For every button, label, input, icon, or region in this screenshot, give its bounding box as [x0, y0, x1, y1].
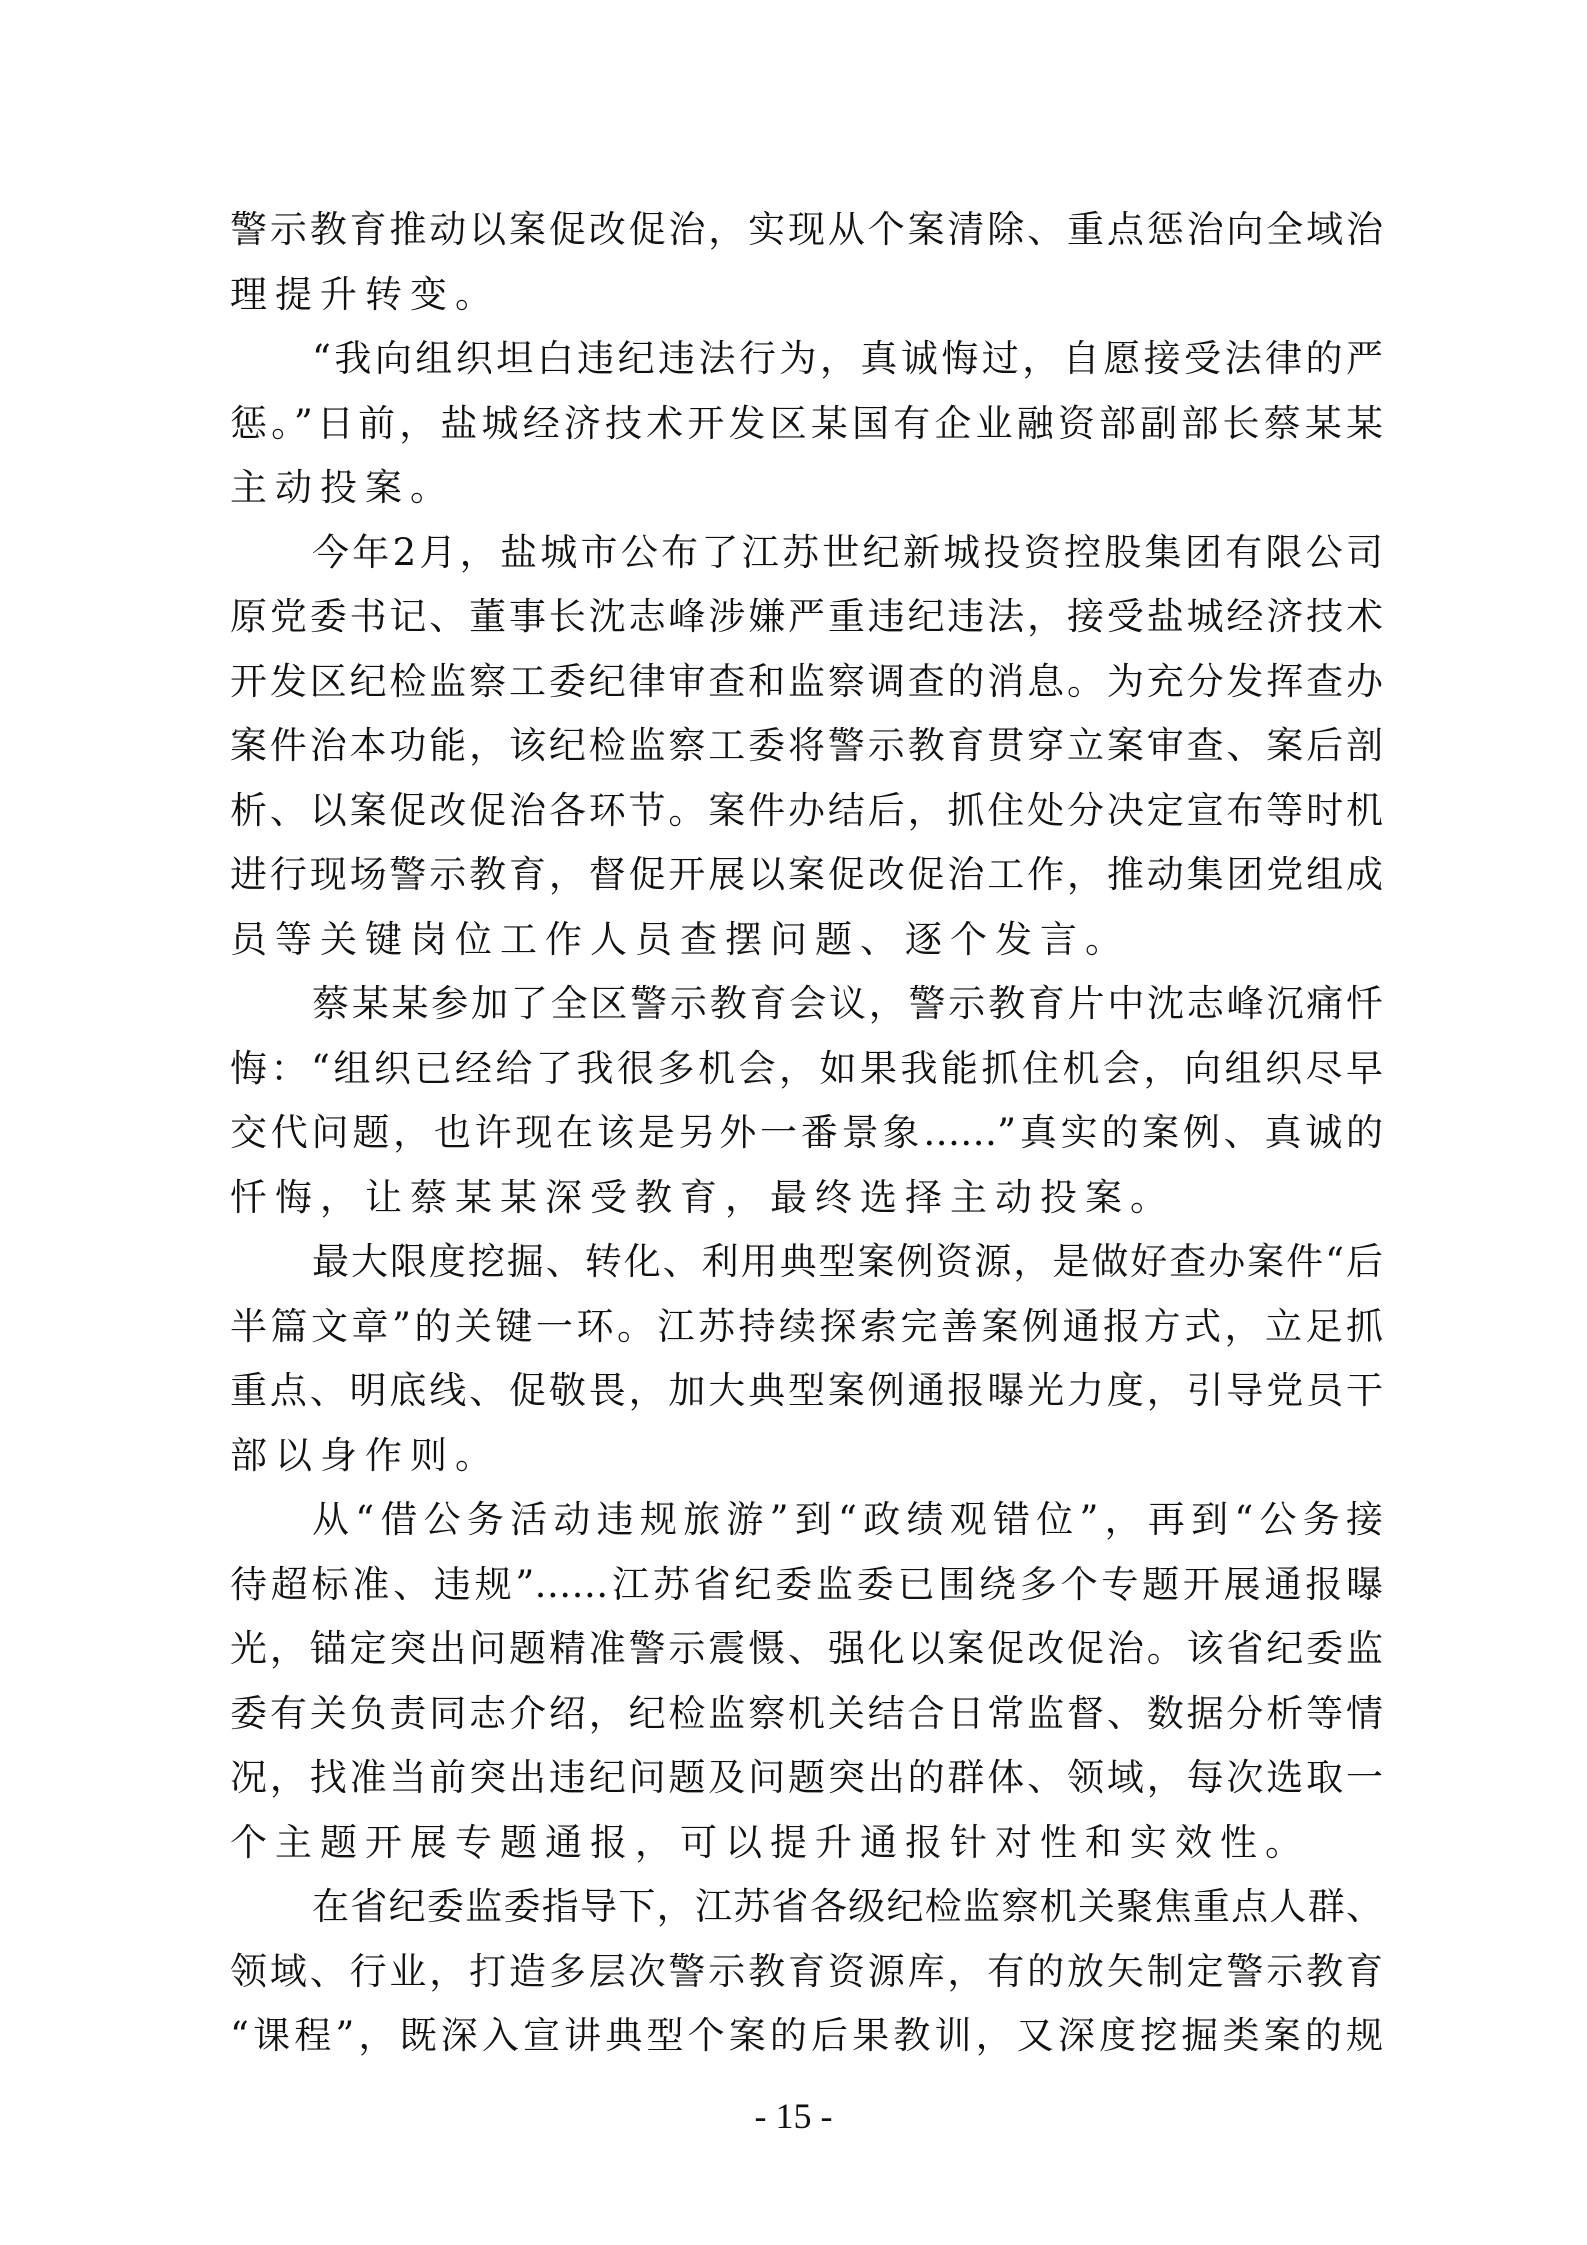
text-line: 待超标准、违规”……江苏省纪委监委已围绕多个专题开展通报曝	[230, 1562, 1383, 1606]
text-line: 惩。”日前，盐城经济技术开发区某国有企业融资部副部长蔡某某	[230, 401, 1383, 445]
text-line: 交代问题，也许现在该是另外一番景象……”真实的案例、真诚的	[230, 1111, 1383, 1154]
text-line: 领域、行业，打造多层次警示教育资源库，有的放矢制定警示教育	[230, 1949, 1383, 1993]
text-line: 半篇文章”的关键一环。江苏持续探索完善案例通报方式，立足抓	[230, 1304, 1383, 1348]
text-line: 主动投案。	[230, 466, 455, 509]
text-line: 案件治本功能，该纪检监察工委将警示教育贯穿立案审查、案后剖	[230, 724, 1383, 767]
document-body	[230, 198, 1383, 2069]
text-line: 个主题开展专题通报，可以提升通报针对性和实效性。	[230, 1820, 1310, 1864]
text-line: 蔡某某参加了全区警示教育会议，警示教育片中沈志峰沉痛忏	[312, 982, 1383, 1025]
text-line: 理提升转变。	[230, 272, 500, 316]
paragraph	[230, 521, 1383, 973]
text-line: 重点、明底线、促敬畏，加大典型案例通报曝光力度，引导党员干	[230, 1369, 1383, 1412]
text-line: 析、以案促改促治各环节。案件办结后，抓住处分决定宣布等时机	[230, 788, 1383, 832]
text-line: 光，锚定突出问题精准警示震慑、强化以案促改促治。该省纪委监	[230, 1627, 1383, 1670]
text-line: 部以身作则。	[230, 1433, 500, 1477]
paragraph	[230, 1230, 1383, 1488]
text-line: 警示教育推动以案促改促治，实现从个案清除、重点惩治向全域治	[230, 208, 1383, 251]
text-line: 开发区纪检监察工委纪律审查和监察调查的消息。为充分发挥查办	[230, 659, 1383, 703]
text-line: 悔：“组织已经给了我很多机会，如果我能抓住机会，向组织尽早	[230, 1046, 1383, 1090]
text-line: 委有关负责同志介绍，纪检监察机关结合日常监督、数据分析等情	[230, 1691, 1383, 1735]
page-number: - 15 -	[754, 2096, 833, 2136]
text-line: 进行现场警示教育，督促开展以案促改促治工作，推动集团党组成	[230, 853, 1383, 896]
text-line: 今年2月，盐城市公布了江苏世纪新城投资控股集团有限公司	[312, 530, 1383, 574]
paragraph	[230, 327, 1383, 521]
text-line: “我向组织坦白违纪违法行为，真诚悔过，自愿接受法律的严	[312, 337, 1383, 380]
text-line: 忏悔，让蔡某某深受教育，最终选择主动投案。	[230, 1175, 1175, 1219]
paragraph	[230, 1488, 1383, 1875]
text-line: 况，找准当前突出违纪问题及问题突出的群体、领域，每次选取一	[230, 1756, 1383, 1799]
text-line: “课程”，既深入宣讲典型个案的后果教训，又深度挖掘类案的规	[230, 2014, 1383, 2057]
paragraph	[230, 198, 1383, 327]
text-line: 从“借公务活动违规旅游”到“政绩观错位”，再到“公务接	[312, 1498, 1383, 1541]
paragraph	[230, 972, 1383, 1230]
text-line: 原党委书记、董事长沈志峰涉嫌严重违纪违法，接受盐城经济技术	[230, 595, 1383, 638]
text-line: 在省纪委监委指导下，江苏省各级纪检监察机关聚焦重点人群、	[312, 1885, 1383, 1928]
text-line: 员等关键岗位工作人员查摆问题、逐个发言。	[230, 917, 1130, 961]
text-line: 最大限度挖掘、转化、利用典型案例资源，是做好查办案件“后	[312, 1240, 1383, 1283]
paragraph	[230, 1875, 1383, 2069]
